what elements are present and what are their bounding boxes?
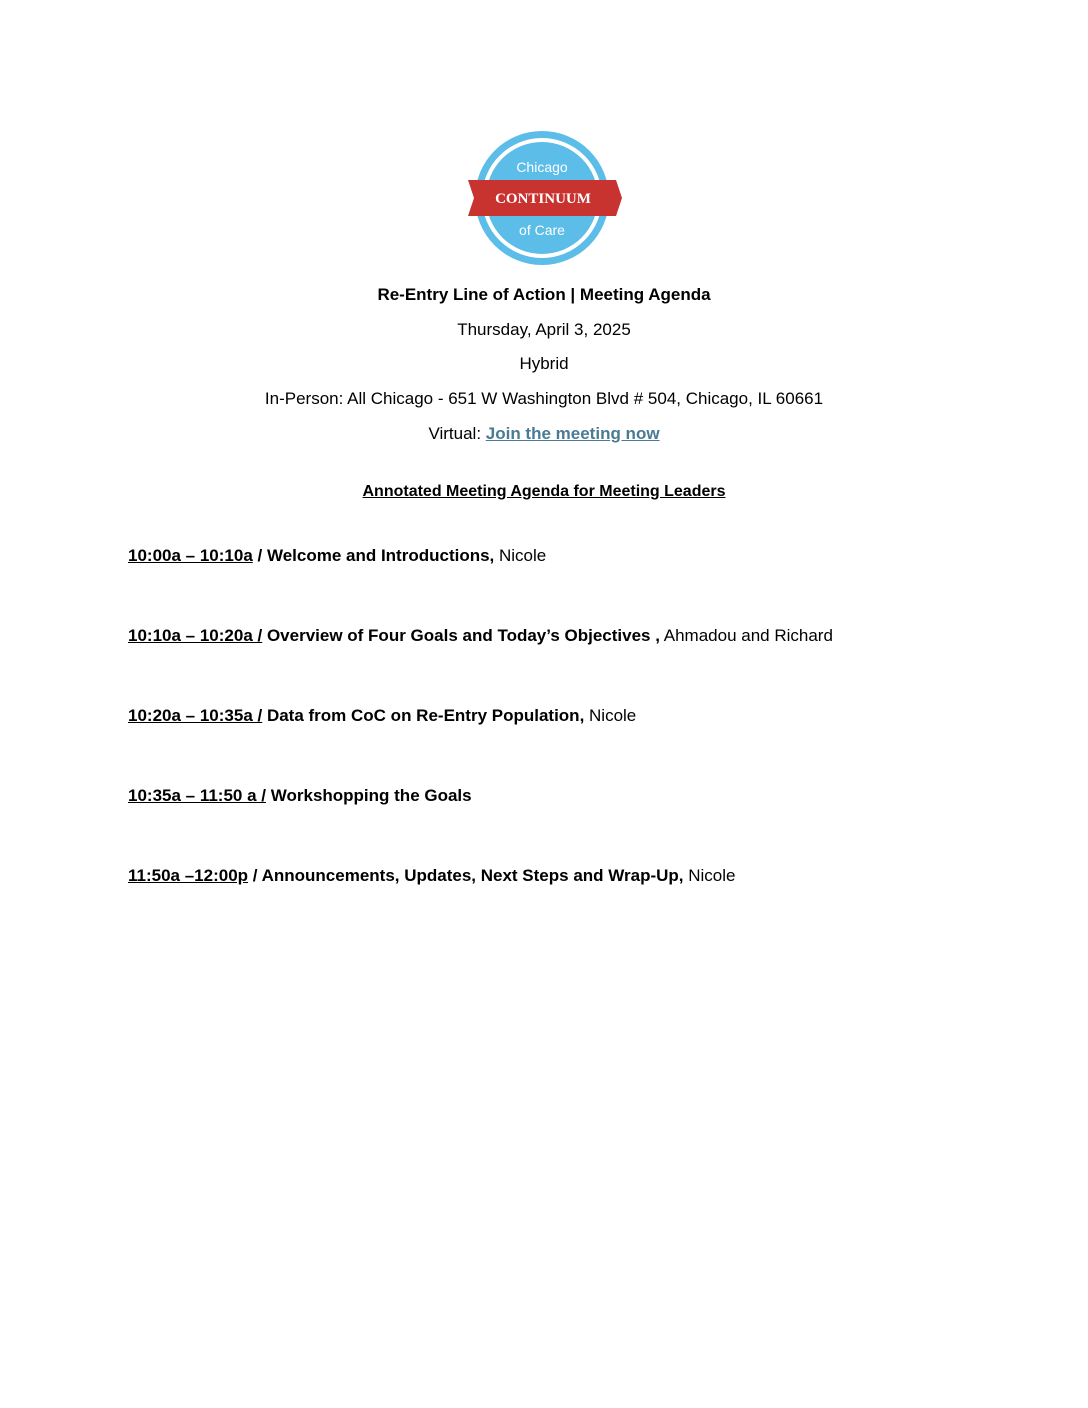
agenda-presenter: Nicole — [494, 546, 547, 565]
agenda-separator: / — [252, 546, 267, 565]
agenda-time: 11:50a –12:00p — [128, 866, 249, 885]
agenda-item — [128, 545, 546, 567]
meeting-date: Thursday, April 3, 2025 — [457, 320, 631, 339]
agenda-subtitle: Annotated Meeting Agenda for Meeting Leaders — [362, 483, 726, 500]
agenda-topic: Overview of Four Goals and Today’s Objectives , — [266, 626, 660, 645]
agenda-presenter: Nicole — [683, 866, 736, 885]
agenda-presenter: Nicole — [584, 706, 637, 725]
agenda-item — [128, 705, 636, 727]
agenda-presenter: Ahmadou and Richard — [659, 626, 833, 645]
agenda-topic: Announcements, Updates, Next Steps and Wrap-Up, — [261, 866, 684, 885]
logo-bottom-text: of Care — [519, 222, 565, 238]
agenda-time: 10:10a – 10:20a / — [128, 626, 263, 645]
agenda-item — [128, 785, 472, 807]
agenda-item — [128, 865, 735, 887]
agenda-topic: Welcome and Introductions, — [266, 546, 495, 565]
logo-top-text: Chicago — [516, 159, 568, 175]
agenda-time: 10:00a – 10:10a — [128, 546, 253, 565]
join-meeting-link[interactable]: Join the meeting now — [485, 424, 660, 443]
meeting-title: Re-Entry Line of Action | Meeting Agenda — [377, 285, 711, 304]
meeting-mode: Hybrid — [519, 354, 569, 373]
logo-banner-text: CONTINUUM — [495, 191, 591, 207]
agenda-topic: Workshopping the Goals — [270, 786, 472, 805]
agenda-time: 10:35a – 11:50 a / — [128, 786, 267, 805]
agenda-topic: Data from CoC on Re-Entry Population, — [266, 706, 585, 725]
virtual-label: Virtual: — [428, 424, 486, 443]
in-person-location: In-Person: All Chicago - 651 W Washington Blvd # 504, Chicago, IL 60661 — [264, 389, 824, 408]
chicago-continuum-of-care-logo — [462, 128, 626, 268]
agenda-separator: / — [248, 866, 262, 885]
virtual-line — [0, 423, 1088, 445]
agenda-time: 10:20a – 10:35a / — [128, 706, 263, 725]
agenda-item — [128, 625, 833, 647]
